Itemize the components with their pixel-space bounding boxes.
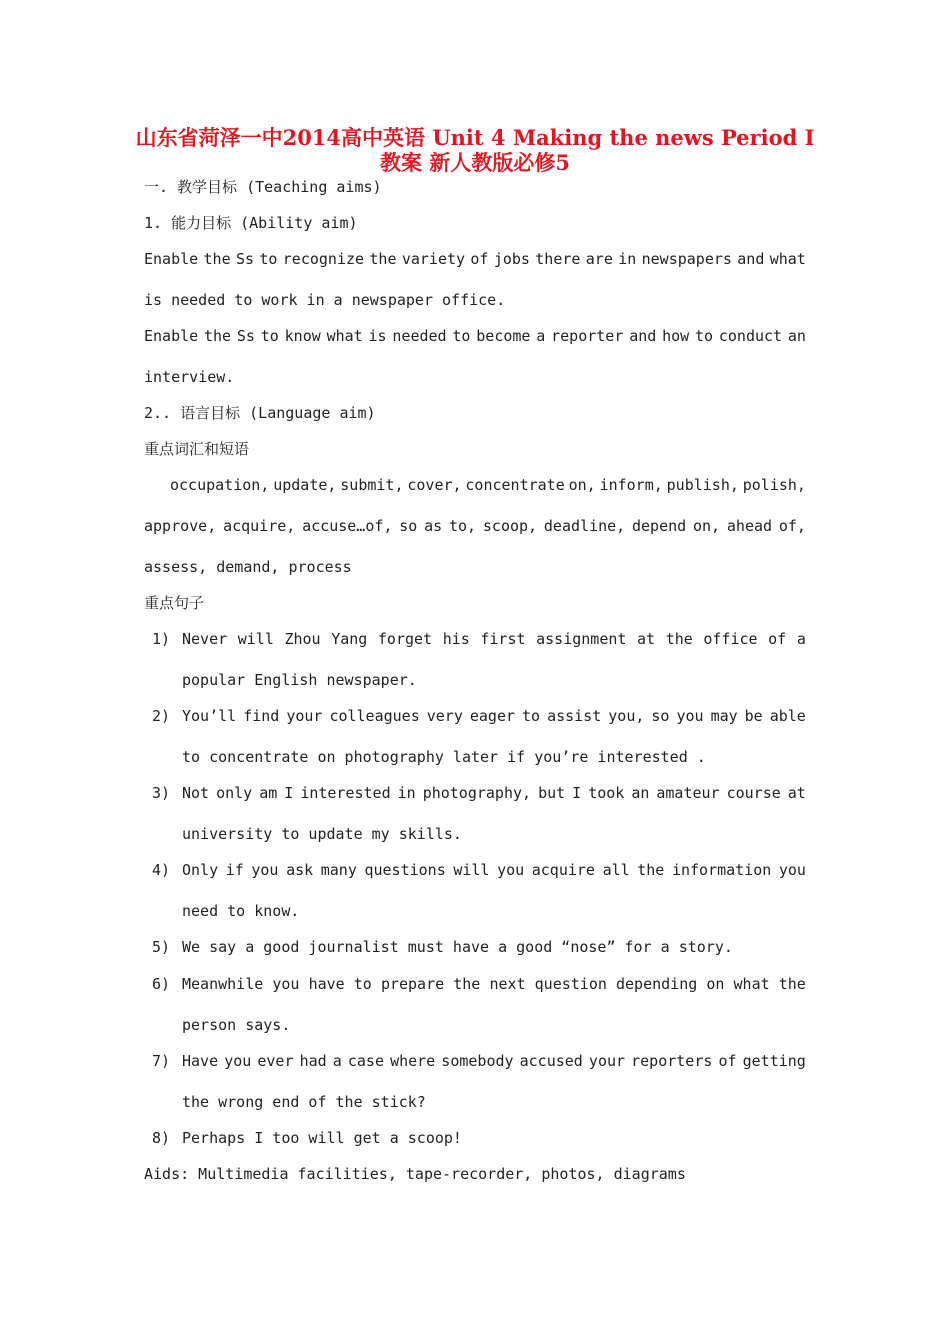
word: the	[203, 250, 231, 268]
word: only	[216, 784, 253, 802]
word: Yang	[331, 630, 368, 648]
sentence-number: 7)	[152, 1052, 171, 1070]
vocabulary-heading: 重点词汇和短语	[144, 440, 250, 458]
word: I	[284, 784, 294, 802]
word: find	[243, 707, 280, 725]
word: Meanwhile	[182, 975, 264, 993]
word: are	[585, 250, 613, 268]
word: and	[737, 250, 765, 268]
word: to	[695, 327, 714, 345]
word: the	[778, 975, 806, 993]
word: the	[637, 861, 665, 879]
word: Zhou	[284, 630, 321, 648]
word: depend	[632, 517, 687, 535]
word: newspapers	[641, 250, 732, 268]
word: cover,	[407, 476, 462, 494]
word: and	[629, 327, 657, 345]
word: able	[769, 707, 806, 725]
word: the	[665, 630, 693, 648]
word: course	[726, 784, 781, 802]
word: photography,	[422, 784, 532, 802]
word: Never	[182, 630, 228, 648]
word: forget	[377, 630, 433, 648]
word: occupation,	[170, 476, 270, 494]
word: of,	[778, 517, 806, 535]
word: somebody	[441, 1052, 514, 1070]
word: ever	[257, 1052, 294, 1070]
word: will	[453, 861, 490, 879]
ability-paragraph2-line1	[144, 326, 806, 346]
word: polish,	[742, 476, 806, 494]
word: is	[368, 327, 387, 345]
word: but	[538, 784, 566, 802]
word: to	[259, 250, 278, 268]
sentence-number: 6)	[152, 975, 171, 993]
word: to,	[449, 517, 477, 535]
word: jobs	[493, 250, 530, 268]
ability-paragraph1-line1	[144, 249, 806, 269]
word: variety	[401, 250, 466, 268]
word: You’ll	[182, 707, 237, 725]
word: be	[744, 707, 763, 725]
sentence-line1	[182, 974, 806, 994]
word: you	[778, 861, 806, 879]
word: concentrate	[465, 476, 565, 494]
word: of	[470, 250, 489, 268]
word: update,	[273, 476, 337, 494]
word: conduct	[718, 327, 783, 345]
word: have	[308, 975, 345, 993]
sentence-number: 1)	[152, 630, 171, 648]
word: questions	[364, 861, 446, 879]
word: inform,	[599, 476, 663, 494]
sentence-number: 2)	[152, 707, 171, 725]
word: all	[602, 861, 630, 879]
word: Perhaps I too will get a scoop!	[182, 1129, 462, 1147]
word: needed	[392, 327, 447, 345]
word: on,	[568, 476, 596, 494]
sentence-line2: popular English newspaper.	[182, 671, 417, 689]
sentence-line2: person says.	[182, 1016, 291, 1034]
key-sentences-heading: 重点句子	[144, 594, 205, 612]
word: ask	[286, 861, 314, 879]
word: case	[347, 1052, 384, 1070]
word: what	[769, 250, 806, 268]
word: colleagues	[329, 707, 420, 725]
vocabulary-line3: assess, demand, process	[144, 558, 352, 576]
word: you,	[608, 707, 645, 725]
vocabulary-line2	[144, 516, 806, 536]
word: the	[453, 975, 481, 993]
word: assignment	[536, 630, 627, 648]
sentence-line1	[182, 783, 806, 803]
word: what	[326, 327, 363, 345]
word: to	[522, 707, 541, 725]
word: become	[476, 327, 531, 345]
word: how	[662, 327, 690, 345]
word: know	[284, 327, 321, 345]
word: at	[637, 630, 656, 648]
word: in	[618, 250, 637, 268]
ability-paragraph2-line2: interview.	[144, 368, 235, 386]
word: will	[237, 630, 274, 648]
word: on,	[693, 517, 721, 535]
sentence-line1	[182, 937, 733, 957]
word: acquire,	[223, 517, 296, 535]
word: to	[353, 975, 372, 993]
word: assist	[547, 707, 602, 725]
word: question	[534, 975, 607, 993]
sentence-line2: to concentrate on photography later if you’re interested .	[182, 748, 706, 766]
sentence-number: 8)	[152, 1129, 171, 1147]
sentence-number: 5)	[152, 938, 171, 956]
sentence-number: 3)	[152, 784, 171, 802]
word: to	[452, 327, 471, 345]
word: on	[706, 975, 725, 993]
word: very	[426, 707, 463, 725]
word: depending	[616, 975, 698, 993]
ability-paragraph1-line2: is needed to work in a newspaper office.	[144, 291, 506, 309]
word: prepare	[380, 975, 445, 993]
word: am	[259, 784, 278, 802]
word: information	[671, 861, 772, 879]
word: what	[733, 975, 770, 993]
sentence-line2: university to update my skills.	[182, 825, 462, 843]
word: ahead	[726, 517, 773, 535]
word: of	[768, 630, 787, 648]
word: office	[703, 630, 758, 648]
word: accused	[519, 1052, 583, 1070]
word: a	[332, 1052, 342, 1070]
word: next	[489, 975, 526, 993]
document-title-line2: 教案 新人教版必修5	[380, 150, 570, 175]
word: reporter	[551, 327, 624, 345]
word: took	[588, 784, 625, 802]
vocabulary-line1	[170, 475, 806, 495]
word: you	[251, 861, 279, 879]
word: Have	[182, 1052, 219, 1070]
sentence-line1	[182, 1051, 806, 1071]
word: a	[796, 630, 806, 648]
word: Ss	[236, 327, 255, 345]
word: recognize	[282, 250, 365, 268]
word: as	[424, 517, 443, 535]
document-title-line1: 山东省菏泽一中2014高中英语 Unit 4 Making the news Period I	[135, 125, 815, 150]
word: getting	[742, 1052, 806, 1070]
word: Enable	[144, 250, 199, 268]
word: many	[320, 861, 357, 879]
sentence-line1	[182, 629, 806, 649]
word: your	[286, 707, 323, 725]
word: a	[536, 327, 546, 345]
word: your	[588, 1052, 626, 1070]
sentence-line1	[182, 860, 806, 880]
sentence-line2: the wrong end of the stick?	[182, 1093, 426, 1111]
word: you	[497, 861, 525, 879]
word: deadline,	[543, 517, 626, 535]
word: publish,	[666, 476, 739, 494]
sentence-line2: need to know.	[182, 902, 300, 920]
word: amateur	[656, 784, 720, 802]
word: Only	[182, 861, 219, 879]
word: there	[535, 250, 581, 268]
word: so	[399, 517, 418, 535]
word: eager	[469, 707, 516, 725]
word: We say a good journalist must have a good “nose” for a story.	[182, 938, 733, 956]
word: first	[480, 630, 526, 648]
word: where	[390, 1052, 436, 1070]
word: scoop,	[482, 517, 538, 535]
ability-aim-heading: 1. 能力目标 (Ability aim)	[144, 214, 358, 232]
word: may	[710, 707, 738, 725]
word: an	[631, 784, 650, 802]
word: reporters	[631, 1052, 713, 1070]
word: had	[299, 1052, 327, 1070]
word: accuse…of,	[302, 517, 393, 535]
word: an	[787, 327, 806, 345]
word: you	[224, 1052, 252, 1070]
sentence-line1	[182, 1128, 462, 1148]
word: submit,	[340, 476, 404, 494]
word: so	[651, 707, 670, 725]
word: Ss	[235, 250, 255, 268]
word: I	[572, 784, 582, 802]
word: the	[369, 250, 397, 268]
word: Enable	[144, 327, 199, 345]
teaching-aims-heading: 一. 教学目标 (Teaching aims)	[144, 178, 382, 196]
word: Not	[182, 784, 210, 802]
word: acquire	[531, 861, 595, 879]
word: you	[272, 975, 300, 993]
sentence-line1	[182, 706, 806, 726]
word: his	[442, 630, 470, 648]
aids-line: Aids: Multimedia facilities, tape-recorder, photos, diagrams	[144, 1165, 686, 1183]
language-aim-heading: 2.. 语言目标 (Language aim)	[144, 404, 376, 422]
sentence-number: 4)	[152, 861, 171, 879]
word: of	[718, 1052, 737, 1070]
word: interested	[300, 784, 391, 802]
word: you	[676, 707, 704, 725]
word: in	[397, 784, 416, 802]
word: at	[787, 784, 806, 802]
word: to	[260, 327, 279, 345]
word: the	[204, 327, 232, 345]
word: if	[225, 861, 244, 879]
word: approve,	[144, 517, 217, 535]
